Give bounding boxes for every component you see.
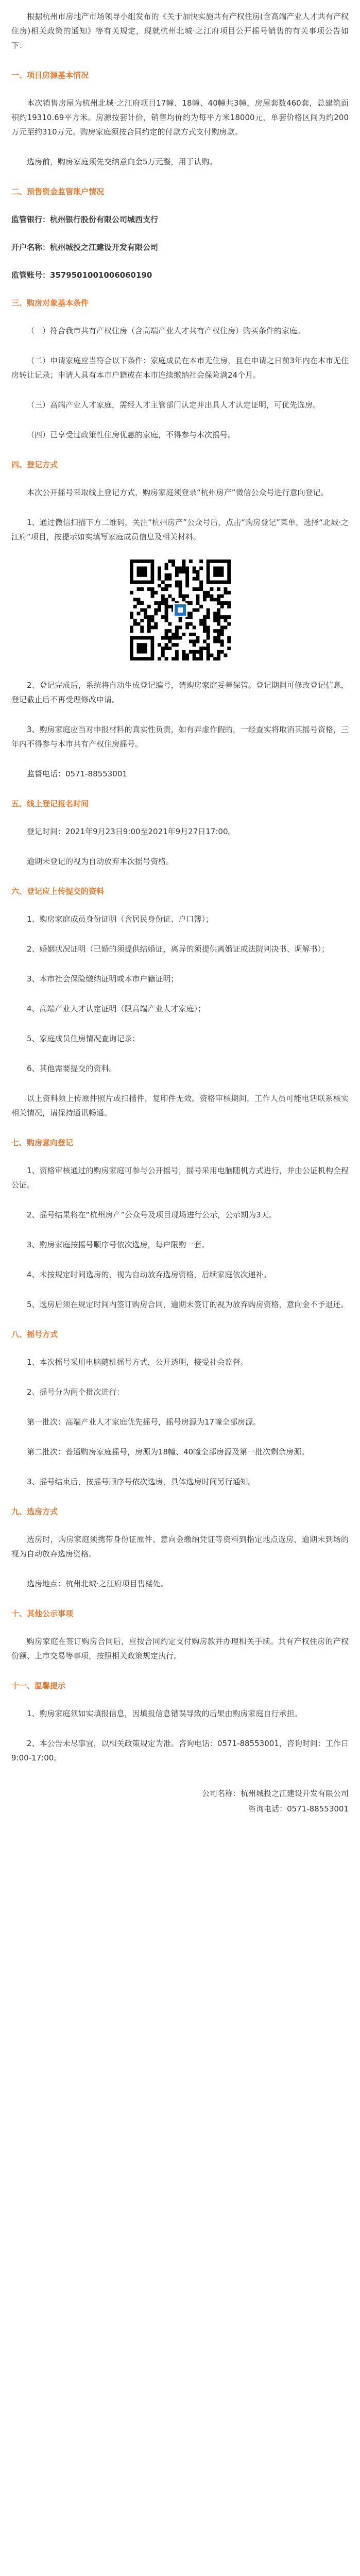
section-paragraph: 4、高端产业人才认定证明（限高端产业人才家庭）； [27, 1004, 206, 1013]
company-name: 公司名称：杭州城投之江建设开发有限公司 [201, 1789, 349, 1798]
section-5 [11, 796, 349, 869]
section-heading: 三、购房对象基本条件 [11, 298, 89, 308]
section-paragraph: 2、本公告未尽事宜，以相关政策规定为准。咨询电话：0571-88553001，咨询时间：工作日9:00-17:00。 [11, 1739, 349, 1762]
section-paragraph: 2、摇号结果将在“杭州房产”公众号及项目现场进行公示，公示期为3天。 [27, 1210, 277, 1219]
section-6 [11, 884, 349, 1120]
contact-phone: 咨询电话：0571-88553001 [248, 1804, 349, 1814]
qr-code-icon[interactable] [130, 560, 231, 660]
section-paragraph: 1、资格审核通过的购房家庭可参与公开摇号，摇号采用电脑随机方式进行，并由公证机构全程公证。 [11, 1166, 349, 1190]
section-heading: 六、登记应上传提交的资料 [11, 887, 105, 896]
section-paragraph: 5、选房后须在规定时间内签订购房合同，逾期未签订的视为放弃购房资格，意向金不予退还。 [27, 1300, 349, 1309]
section-paragraph: 选房地点：杭州北城·之江府项目售楼处。 [27, 1579, 168, 1588]
qr-code-image [130, 560, 231, 660]
section-paragraph: 购房家庭在签订购房合同后，应按合同约定支付购房款并办理相关手续。共有产权住房的产权份额、上市交易等事项，按照相关政策规定执行。 [11, 1637, 349, 1660]
section-paragraph: 1、购房家庭须如实填报信息，因填报信息错误导致的后果由购房家庭自行承担。 [27, 1709, 302, 1718]
section-heading: 八、摇号方式 [11, 1330, 58, 1339]
bank-name: 监管银行：杭州银行股份有限公司城西支行 [11, 215, 159, 224]
section-paragraph: 2、登记完成后，系统将自动生成登记编号，请购房家庭妥善保管。登记期间可修改登记信息，登记截止后不再受理修改申请。 [11, 681, 349, 704]
supervision-phone: 监督电话：0571-88553001 [27, 769, 127, 778]
section-9 [11, 1504, 349, 1591]
section-heading: 七、购房意向登记 [11, 1138, 74, 1147]
section-paragraph: 逾期未登记的视为自动放弃本次摇号资格。 [27, 857, 174, 866]
section-paragraph: 第二批次：普通购房家庭摇号，房源为18幢、40幢全部房源及第一批次剩余房源。 [27, 1447, 310, 1456]
section-heading: 五、线上登记报名时间 [11, 799, 89, 808]
section-4-cont [11, 678, 349, 781]
section-paragraph: 选房前，购房家庭须先交纳意向金5万元整，用于认购。 [27, 157, 217, 166]
section-paragraph: 3、摇号结束后，按摇号顺序号依次选房，具体选房时间另行通知。 [27, 1477, 256, 1486]
section-paragraph: （四）已享受过政策性住房优惠的家庭，不得参与本次摇号。 [27, 430, 236, 439]
section-paragraph: 3、购房家庭按摇号顺序号依次选房，每户限购一套。 [27, 1240, 210, 1249]
section-heading: 十一、温馨提示 [11, 1681, 66, 1690]
qr-code-block [11, 560, 349, 663]
section-paragraph: 3、本市社会保险缴纳证明或本市户籍证明； [27, 974, 179, 984]
section-paragraph: 1、本次摇号采用电脑随机摇号方式，公开透明，接受社会监督。 [27, 1358, 248, 1367]
section-heading: 一、项目房源基本情况 [11, 71, 89, 80]
section-7 [11, 1136, 349, 1312]
section-paragraph: 4、未按规定时间选房的，视为自动放弃选房资格，后续家庭依次递补。 [27, 1270, 271, 1279]
section-paragraph: （一）符合我市共有产权住房（含高端产业人才共有产权住房）购买条件的家庭。 [27, 326, 305, 335]
section-paragraph: 1、通过微信扫描下方二维码，关注“杭州房产”公众号后，点击“购房登记”菜单，选择“北城·之江府”项目，按提示如实填写家庭成员信息及相关材料。 [11, 518, 349, 541]
section-2 [11, 184, 349, 282]
section-heading: 十、其他公示事项 [11, 1609, 74, 1618]
intro-paragraph: 根据杭州市房地产市场领导小组发布的《关于加快实施共有产权住房(含高端产业人才共有产权住房)相关政策的通知》等有关规定，现就杭州北城·之江府项目公开摇号销售的有关事项公告如下： [11, 12, 349, 50]
section-paragraph: （二）申请家庭应当符合以下条件：家庭成员在本市无住房，且在申请之日前3年内在本市无住房转让记录；申请人具有本市户籍或在本市连续缴纳社会保险满24个月。 [11, 356, 349, 380]
section-heading: 四、登记方式 [11, 460, 58, 469]
section-paragraph: 2、婚姻状况证明（已婚的须提供结婚证，离异的须提供离婚证或法院判决书、调解书）； [27, 944, 330, 954]
section-paragraph: （三）高端产业人才家庭，需经人才主管部门认定并出具人才认定证明，可优先选房。 [27, 400, 321, 410]
section-paragraph: 登记时间：2021年9月23日9:00至2021年9月27日17:00。 [27, 827, 236, 836]
section-4 [11, 457, 349, 544]
signature-block [11, 1786, 349, 1817]
section-10 [11, 1606, 349, 1663]
section-1 [11, 68, 349, 169]
section-paragraph: 以上资料须上传原件照片或扫描件，复印件无效。资格审核期间，工作人员可能电话联系核实相关情况，请保持通讯畅通。 [11, 1094, 349, 1117]
section-paragraph: 5、家庭成员住房情况查询记录； [27, 1034, 140, 1043]
section-paragraph: 1、购房家庭成员身份证明（含居民身份证、户口簿）； [27, 914, 214, 924]
section-8 [11, 1327, 349, 1489]
account-name: 开户名称：杭州城投之江建设开发有限公司 [11, 243, 159, 252]
section-paragraph: 3、购房家庭应当对申报材料的真实性负责，如有弄虚作假的，一经查实将取消其摇号资格，三年内不得参与本市共有产权住房摇号。 [11, 725, 349, 749]
section-paragraph: 6、其他需要提交的资料。 [27, 1064, 117, 1073]
section-paragraph: 本次销售房屋为杭州北城·之江府项目17幢、18幢、40幢共3幢，房屋套数460套，总建筑面积约19310.69平方米。房源按套计价，销售均价约为每平方米18000元，单套价格区间为约200万元至约310万元。购房家庭须按合同约定的付款方式支付购房款。 [11, 98, 349, 137]
section-heading: 二、预售资金监管账户情况 [11, 187, 105, 196]
section-heading: 九、选房方式 [11, 1507, 58, 1516]
section-paragraph: 2、摇号分为两个批次进行： [27, 1387, 125, 1397]
section-paragraph: 第一批次：高端产业人才家庭优先摇号，摇号房源为17幢全部房源。 [27, 1417, 261, 1427]
section-paragraph: 选房时，购房家庭须携带身份证原件、意向金缴纳凭证等资料到指定地点选房，逾期未到场的视为自动放弃选房资格。 [11, 1535, 349, 1558]
section-11 [11, 1679, 349, 1765]
account-number: 监管账号：3579501001006060190 [11, 270, 152, 280]
section-paragraph: 本次公开摇号采取线上登记方式，购房家庭须登录“杭州房产”微信公众号进行意向登记。 [27, 488, 329, 497]
section-3 [11, 296, 349, 442]
